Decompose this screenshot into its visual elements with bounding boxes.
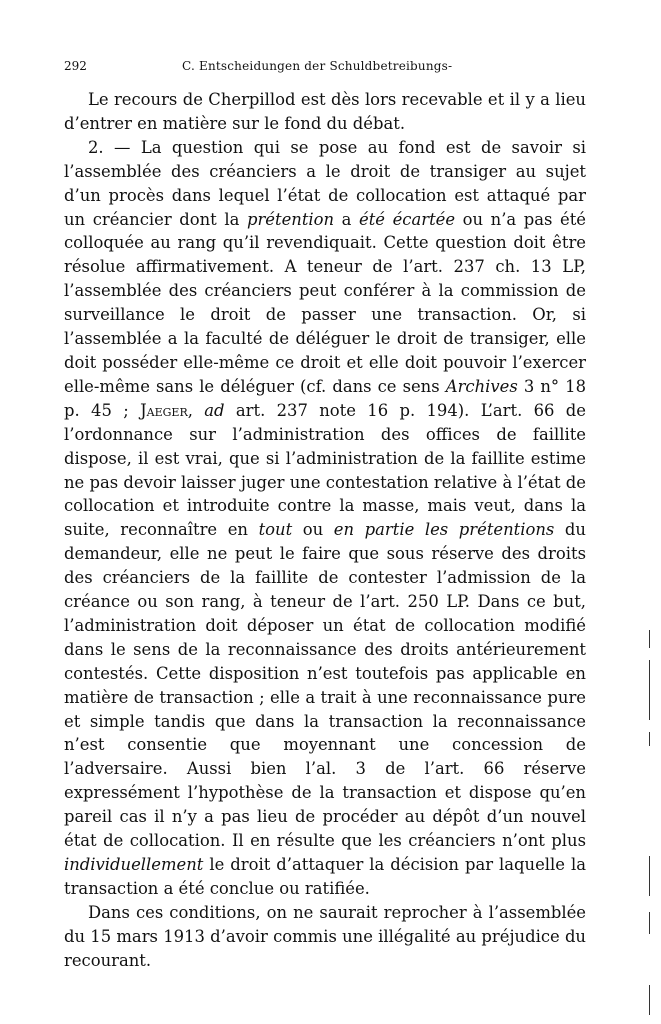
scan-mark [649, 732, 650, 746]
page-header [64, 58, 584, 74]
scan-mark [649, 985, 650, 1015]
paragraph-2: 2. — La question qui se pose au fond est de savoir si l’assemblée des créanciers a le droit de transiger au sujet d’un procès dans lequel l’état de collocation est attaqué par un créancier dont la prétention a été écartée ou n’a pas été colloquée au rang qu’il revendiquait. Cette question doit être résolue affirmativement. A teneur de l’art. 237 ch. 13 LP, l’assemblée des créanciers peut conférer à la commission de surveillance le droit de passer une transaction. Or, si l’assemblée a la faculté de déléguer le droit de transiger, elle doit posséder elle-même ce droit et elle doit pouvoir l’exercer elle-même sans le déléguer (cf. dans ce sens Archives 3 n° 18 p. 45 ; Jaeger, ad art. 237 note 16 p. 194). L’art. 66 de l’ordonnance sur l’administration des offices de faillite dispose, il est vrai, que si l’administration de la faillite estime ne pas devoir laisser juger une contestation relative à l’état de collocation et introduite contre la masse, mais veut, dans la suite, reconnaître en tout ou en partie les prétentions du demandeur, elle ne peut le faire que sous réserve des droits des créanciers de la faillite de contester l’admission de la créance ou son rang, à teneur de l’art. 250 LP. Dans ce but, l’administration doit déposer un état de collocation modifié dans le sens de la reconnaissance des droits antérieurement contestés. Cette disposition n’est toutefois pas applicable en matière de transaction ; elle a trait à une reconnaissance pure et simple tandis que dans la transaction la reconnaissance n’est consentie que moyennant une concession de l’adversaire. Aussi bien l’al. 3 de l’art. 66 réserve expressément l’hypothèse de la transaction et dispose qu’en pareil cas il n’y a pas lieu de procéder au dépôt d’un nouvel état de collocation. Il en résulte que les créanciers n’ont plus individuellement le droit d’attaquer la décision par laquelle la transaction a été conclue ou ratifiée. [64, 137, 587, 898]
scan-mark [649, 630, 650, 648]
paragraph-3: Dans ces conditions, on ne saurait reprocher à l’assemblée du 15 mars 1913 d’avoir commis une illégalité au préjudice du recourant. [64, 902, 586, 970]
scan-mark [649, 856, 650, 896]
running-title: C. Entscheidungen der Schuldbetreibungs- [182, 59, 453, 73]
body-text [64, 88, 586, 973]
scan-mark [649, 912, 650, 934]
page-number: 292 [64, 59, 87, 73]
paragraph-1: Le recours de Cherpillod est dès lors recevable et il y a lieu d’entrer en matière sur le fond du débat. [64, 90, 586, 133]
scan-mark [649, 660, 650, 720]
scan-margin-marks [641, 0, 661, 1024]
